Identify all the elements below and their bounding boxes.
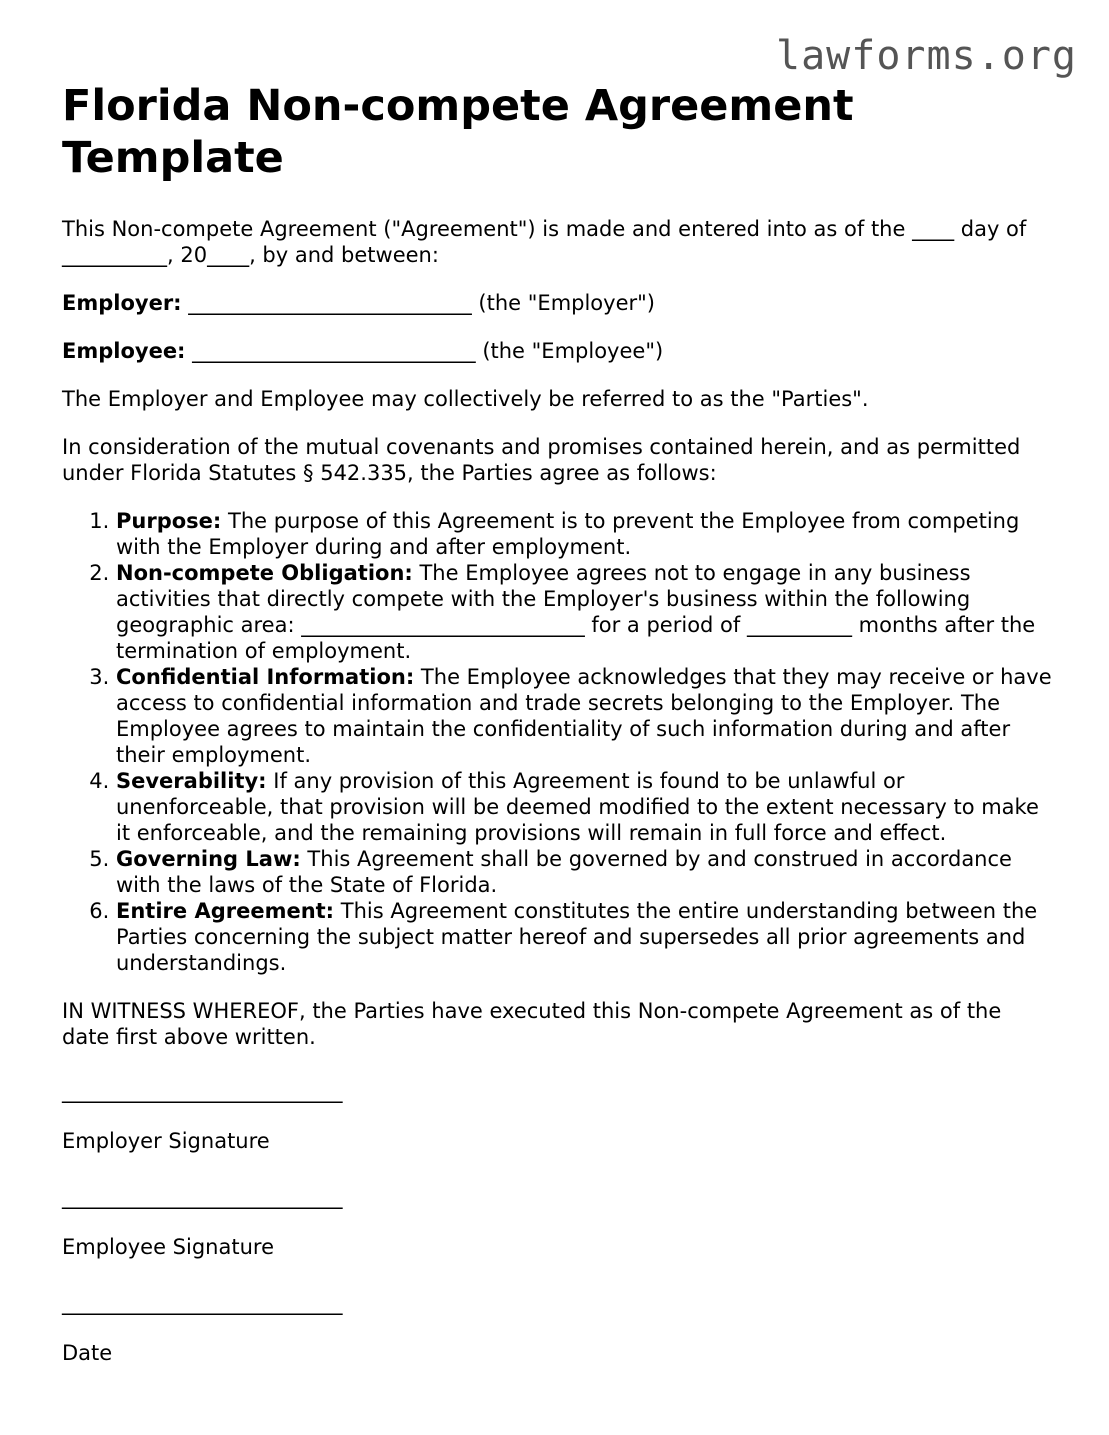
signature-label: Employer Signature	[62, 1129, 270, 1153]
date-signature	[62, 1290, 1052, 1366]
employer-blank: ___________________________ (the "Employer")	[181, 291, 655, 315]
clause-purpose	[116, 508, 1052, 560]
clause-heading: Severability:	[116, 769, 267, 793]
employee-blank: ___________________________ (the "Employee")	[185, 339, 664, 363]
intro-paragraph: This Non-compete Agreement ("Agreement") is made and entered into as of the ____ day of __________, 20____, by and between:	[62, 217, 1027, 267]
clause-text: If any provision of this Agreement is found to be unlawful or unenforceable, that provision will be deemed modified to the extent necessary to make it enforceable, and the remaining provisions will remain in full force and effect.	[116, 769, 1039, 845]
clause-entire-agreement	[116, 898, 1052, 976]
clause-non-compete	[116, 560, 1052, 664]
clause-heading: Purpose:	[116, 509, 222, 533]
clause-governing-law	[116, 846, 1052, 898]
employer-signature	[62, 1078, 1052, 1154]
clause-heading: Governing Law:	[116, 847, 301, 871]
signature-line: ____________________________	[62, 1079, 342, 1103]
signature-block	[62, 1078, 1052, 1366]
employee-signature	[62, 1184, 1052, 1260]
watermark-logo: lawforms.org	[776, 33, 1077, 79]
employee-line	[62, 338, 1052, 364]
document-page	[62, 80, 1052, 1366]
clause-text: This Agreement shall be governed by and construed in accordance with the laws of the State of Florida.	[116, 847, 1012, 897]
clause-text: The Employee agrees not to engage in any business activities that directly compete with the Employer's business within the following geographic area: ___________________________ for a period of __________ months after the termination of employment.	[116, 561, 1036, 663]
clause-confidential	[116, 664, 1052, 768]
clause-heading: Confidential Information:	[116, 665, 415, 689]
employer-line	[62, 290, 1052, 316]
clause-heading: Non-compete Obligation:	[116, 561, 413, 585]
clause-severability	[116, 768, 1052, 846]
consideration-paragraph: In consideration of the mutual covenants and promises contained herein, and as permitted under Florida Statutes § 542.335, the Parties agree as follows:	[62, 435, 1021, 485]
clause-list	[62, 508, 1052, 976]
clause-text: The Employee acknowledges that they may receive or have access to confidential information and trade secrets belonging to the Employer. The Employee agrees to maintain the confidentiality of such information during and after their employment.	[116, 665, 1052, 767]
witness-paragraph: IN WITNESS WHEREOF, the Parties have executed this Non-compete Agreement as of the date first above written.	[62, 999, 1002, 1049]
clause-text: This Agreement constitutes the entire understanding between the Parties concerning the subject matter hereof and supersedes all prior agreements and understandings.	[116, 899, 1038, 975]
signature-line: ____________________________	[62, 1291, 342, 1315]
parties-definition: The Employer and Employee may collectively be referred to as the "Parties".	[62, 387, 869, 411]
signature-line: ____________________________	[62, 1185, 342, 1209]
signature-label: Date	[62, 1341, 113, 1365]
employer-label: Employer:	[62, 291, 182, 315]
signature-label: Employee Signature	[62, 1235, 274, 1259]
clause-text: The purpose of this Agreement is to prevent the Employee from competing with the Employer during and after employment.	[116, 509, 1020, 559]
document-title: Florida Non-compete Agreement Template	[62, 81, 854, 183]
clause-heading: Entire Agreement:	[116, 899, 335, 923]
employee-label: Employee:	[62, 339, 186, 363]
